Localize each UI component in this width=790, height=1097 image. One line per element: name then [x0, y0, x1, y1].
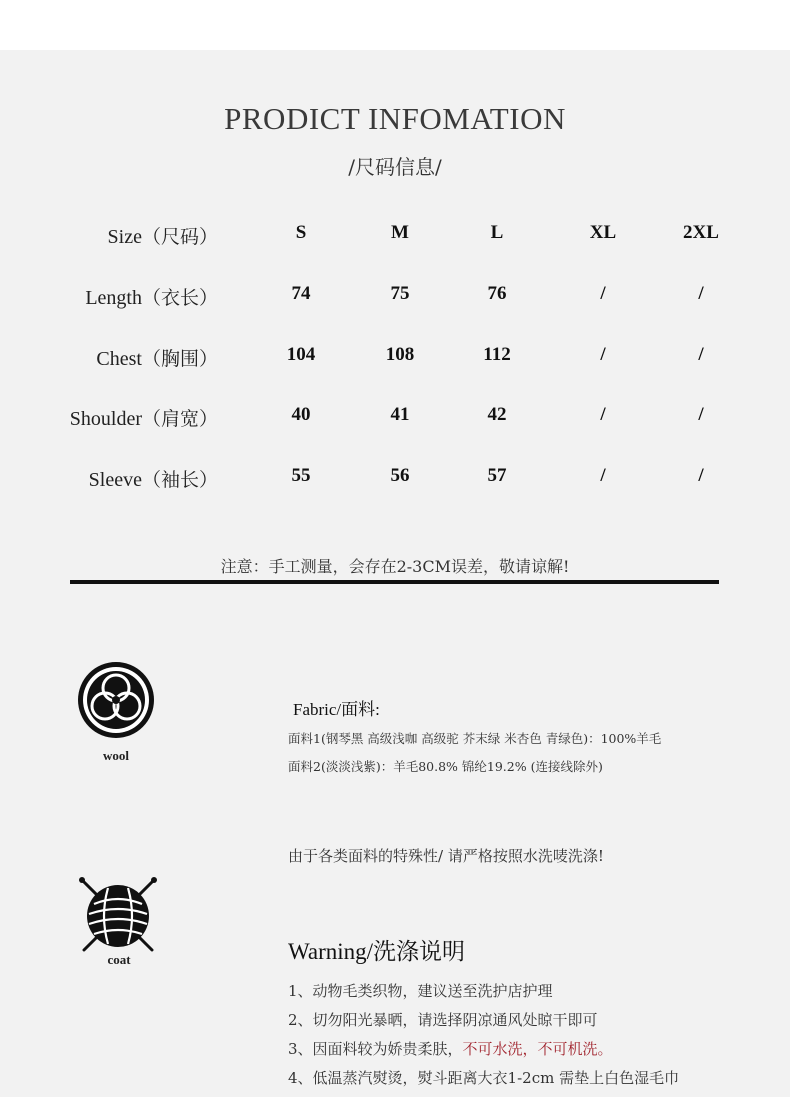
page-subtitle: /尺码信息/	[348, 155, 442, 179]
warning-line-1: 1、动物毛类织物，建议送至洗护店护理	[288, 982, 553, 1000]
table-cell: 104	[286, 344, 316, 365]
row-label-cn: （尺码）	[141, 226, 218, 248]
col-header-s: S	[295, 222, 307, 243]
row-label-cn: （胸围）	[141, 348, 218, 370]
row-label-shoulder	[70, 404, 218, 431]
warning-line-3-text: 3、因面料较为娇贵柔肤，	[288, 1040, 463, 1058]
row-label-en: Size	[107, 226, 142, 248]
row-label-chest	[96, 344, 218, 371]
row-label-cn: （衣长）	[141, 287, 218, 309]
measurement-note: 注意：手工测量，会存在2-3CM误差，敬请谅解!	[220, 557, 570, 576]
size-table-header-row	[0, 222, 790, 252]
table-cell: /	[698, 283, 704, 304]
table-cell: 42	[487, 404, 507, 425]
table-cell: /	[698, 465, 704, 486]
row-label-size	[108, 222, 218, 249]
table-cell: 76	[487, 283, 507, 304]
row-label-sleeve	[89, 465, 218, 492]
table-cell: /	[600, 283, 606, 304]
wool-knot-icon	[76, 660, 156, 740]
row-label-en: Chest	[96, 348, 142, 370]
table-cell: 57	[487, 465, 507, 486]
warning-line-3-highlight: 不可水洗，不可机洗。	[462, 1040, 613, 1058]
table-row-chest	[0, 344, 790, 374]
table-row-length	[0, 283, 790, 313]
table-cell: /	[600, 344, 606, 365]
row-label-en: Length	[85, 287, 142, 309]
table-cell: 40	[291, 404, 311, 425]
table-cell: 56	[390, 465, 410, 486]
col-header-l: L	[490, 222, 504, 243]
table-cell: /	[698, 344, 704, 365]
yarn-ball-needles-icon	[78, 876, 158, 954]
warning-line-4: 4、低温蒸汽熨烫，熨斗距离大衣1-2cm 需垫上白色湿毛巾	[288, 1069, 680, 1087]
divider	[70, 580, 719, 584]
wash-note: 由于各类面料的特殊性/ 请严格按照水洗唛洗涤!	[288, 847, 604, 865]
warning-line-3	[288, 1038, 613, 1059]
row-label-cn: （肩宽）	[141, 408, 218, 430]
fabric-line-1: 面料1(钢琴黑 高级浅咖 高级驼 芥末绿 米杏色 青绿色)：100%羊毛	[288, 731, 662, 746]
table-cell: /	[600, 404, 606, 425]
row-label-length	[85, 283, 218, 310]
table-cell: 55	[291, 465, 311, 486]
table-cell: 108	[385, 344, 415, 365]
table-cell: /	[698, 404, 704, 425]
col-header-m: M	[391, 222, 409, 243]
warning-line-2: 2、切勿阳光暴晒，请选择阴凉通风处晾干即可	[288, 1011, 598, 1029]
col-header-2xl: 2XL	[683, 222, 719, 243]
row-label-en: Sleeve	[88, 469, 142, 491]
row-label-en: Shoulder	[69, 408, 142, 430]
warning-heading: Warning/洗涤说明	[288, 939, 466, 964]
page-title: PRODICT INFOMATION	[224, 101, 566, 136]
table-cell: 75	[390, 283, 410, 304]
table-row-sleeve	[0, 465, 790, 495]
col-header-xl: XL	[589, 222, 617, 243]
fabric-line-2: 面料2(淡淡浅紫)：羊毛80.8% 锦纶19.2% (连接线除外)	[288, 759, 603, 774]
table-cell: /	[600, 465, 606, 486]
wool-icon-caption: wool	[103, 748, 129, 763]
coat-icon-caption: coat	[107, 952, 131, 967]
fabric-heading: Fabric/面料:	[293, 700, 380, 719]
table-cell: 74	[291, 283, 311, 304]
table-cell: 112	[483, 344, 511, 365]
table-cell: 41	[390, 404, 410, 425]
row-label-cn: （袖长）	[141, 469, 218, 491]
table-row-shoulder	[0, 404, 790, 434]
